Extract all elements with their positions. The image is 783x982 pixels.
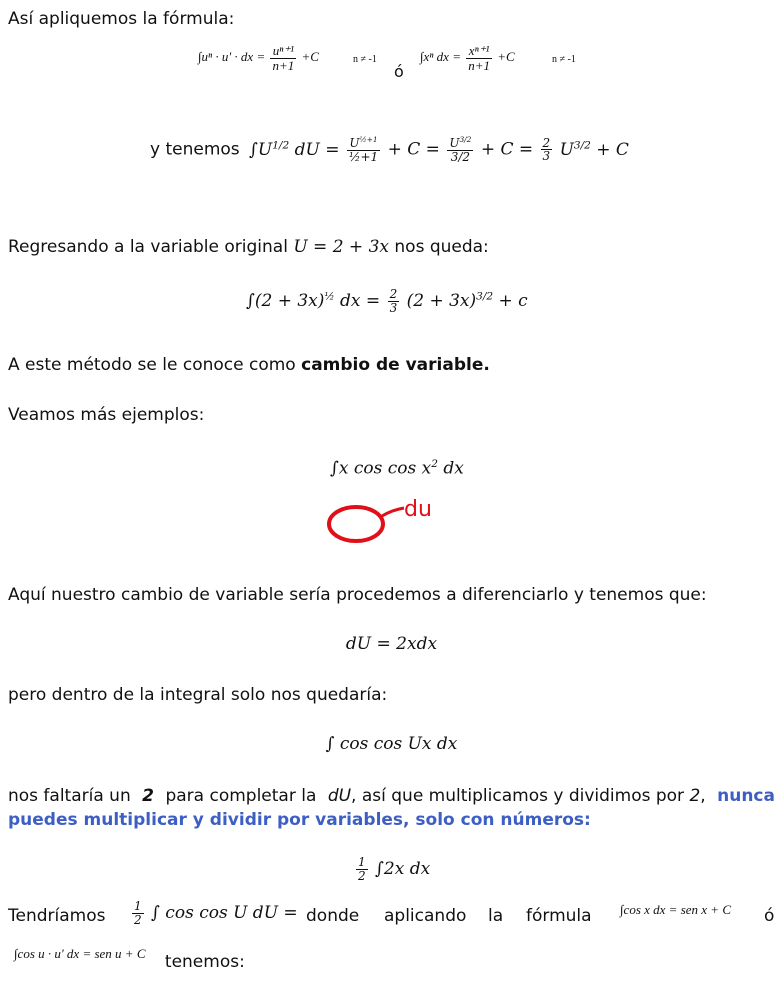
formula-power-rule-u: ∫uⁿ · u' · dx = $\frac{\text{uⁿ⁺¹}}{n+1}$ +C [198,43,319,73]
pero-text: pero dentro de la integral solo nos quedaría: [8,685,388,705]
half-integral: $\frac{1}{2}$ ∫2x dx [358,855,431,883]
handwritten-annotation [326,488,446,548]
tendriamos-line: Tendríamos $\frac{1}{2}$ ∫ cos cos U dU = donde aplicando la fórmula ∫cos x dx = sen x + C ó [8,899,775,927]
result-formula: $\int(2 + 3x)^{\frac{1}{2}}$ dx = $\frac{2}{3}$ $(2 + 3x)^{3/2} + c$ [246,287,528,315]
or-text: ó [394,62,404,81]
integral-cos-ux: ∫ cos cos Ux dx [325,734,458,754]
metodo-text: A este método se le conoce como cambio de variable. [8,355,490,375]
red-circle-drawing [329,507,383,541]
formula-power-rule-x: ∫xⁿ dx = $\frac{\text{xⁿ⁺¹}}{n+1}$ +C [420,43,515,73]
example-integral: ∫x $\cos \cos x^2$ dx [330,458,464,479]
tenemos-line: y tenemos $\int U^{1/2}$ dU = $\frac{U^{\frac{1}{2}+1}}{\text{½+1}}$ + C = $\frac{U^{3/2}}{3/2}$ + C = $\frac{2}{3}$ $U^{3/2} + C$ [150,135,629,164]
regresando-text: Regresando a la variable original U = 2 + 3x nos queda: [8,237,489,257]
last-line: $^{\int cos u \cdot u' dx = sen u + C}$ tenemos: [14,946,245,972]
red-connector-stroke [382,508,404,516]
veamos-text: Veamos más ejemplos: [8,405,205,425]
formula-condition-2: n ≠ -1 [552,54,576,65]
annotation-du-text: du [404,497,432,522]
aqui-text: Aquí nuestro cambio de variable sería procedemos a diferenciarlo y tenemos que: [8,585,707,605]
intro-text: Así apliquemos la fórmula: [8,9,235,29]
formula-row [198,38,618,88]
formula-condition-1: n ≠ -1 [353,54,377,65]
faltaria-paragraph: nos faltaría un 2 para completar la dU, así que multiplicamos y dividimos por 2, nunca puedes multiplicar y dividir por variables, solo con números: [8,786,775,830]
du-equation: dU = 2xdx [345,634,438,654]
